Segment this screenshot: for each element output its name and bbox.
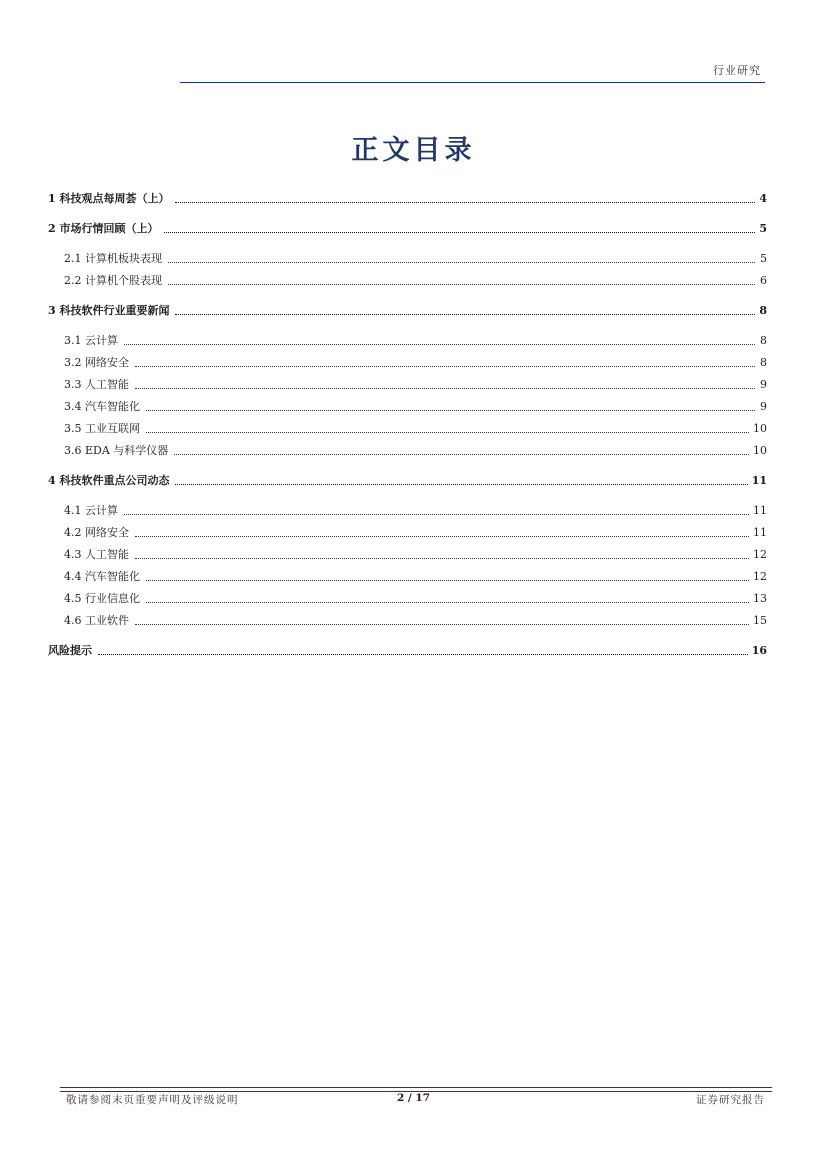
toc-leader-dots [135,388,755,389]
toc-entry[interactable] [48,592,767,606]
toc-entry-label: 4.2 网络安全 [64,526,129,539]
toc-entry-page: 8 [760,356,767,369]
footer-rule-thick [60,1087,772,1088]
toc-entry[interactable] [48,614,767,628]
toc-leader-dots [164,232,755,233]
toc-entry[interactable] [48,356,767,370]
toc-entry-page: 15 [753,614,767,627]
toc-entry-page: 8 [760,334,767,347]
toc-entry[interactable] [48,548,767,562]
toc-leader-dots [146,410,755,411]
toc-entry[interactable] [48,252,767,266]
toc-leader-dots [135,558,749,559]
toc-entry-page: 10 [753,422,767,435]
toc-leader-dots [175,314,755,315]
header-tag: 行业研究 [713,64,761,77]
toc-entry-page: 16 [751,644,767,657]
toc-leader-dots [146,432,749,433]
toc-entry-page: 9 [760,400,767,413]
toc-entry-label: 4.6 工业软件 [64,614,129,627]
toc-entry-label: 4 科技软件重点公司动态 [48,474,170,487]
toc-entry[interactable] [48,304,767,318]
toc-entry[interactable] [48,474,767,488]
toc-leader-dots [124,514,749,515]
toc-entry-label: 3.4 汽车智能化 [64,400,140,413]
toc-entry-label: 3 科技软件行业重要新闻 [48,304,170,317]
toc-entry-page: 11 [753,526,767,539]
toc-entry[interactable] [48,222,767,236]
toc-leader-dots [98,654,748,655]
toc-leader-dots [175,484,747,485]
toc-entry-page: 11 [753,504,767,517]
toc-entry-label: 3.2 网络安全 [64,356,129,369]
toc-entry-label: 3.1 云计算 [64,334,118,347]
toc-entry-page: 13 [753,592,767,605]
toc-entry-label: 3.6 EDA 与科学仪器 [64,444,169,457]
toc-leader-dots [174,454,749,455]
toc-leader-dots [135,624,749,625]
toc-leader-dots [168,284,755,285]
toc-entry-label: 风险提示 [48,644,92,657]
toc-entry-page: 8 [759,304,767,317]
toc-entry-label: 1 科技观点每周荟（上） [48,192,170,205]
toc-entry[interactable] [48,422,767,436]
toc-entry[interactable] [48,444,767,458]
toc-entry-label: 4.4 汽车智能化 [64,570,140,583]
toc-entry[interactable] [48,526,767,540]
toc-entry[interactable] [48,400,767,414]
toc-entry-label: 2.2 计算机个股表现 [64,274,162,287]
toc-entry-label: 4.5 行业信息化 [64,592,140,605]
toc-leader-dots [124,344,755,345]
header-rule [180,82,765,83]
toc-entry[interactable] [48,504,767,518]
toc-leader-dots [168,262,755,263]
toc-leader-dots [135,366,755,367]
toc-entry-page: 5 [760,252,767,265]
toc-entry-page: 12 [753,548,767,561]
toc-entry-label: 4.1 云计算 [64,504,118,517]
footer-disclaimer: 敬请参阅末页重要声明及评级说明 [66,1094,239,1106]
toc-leader-dots [146,580,749,581]
toc-entry-label: 2 市场行情回顾（上） [48,222,159,235]
toc-entry-label: 4.3 人工智能 [64,548,129,561]
toc-entry-page: 11 [751,474,767,487]
toc-entry-label: 3.5 工业互联网 [64,422,140,435]
toc-entry-label: 3.3 人工智能 [64,378,129,391]
toc-entry-page: 4 [759,192,767,205]
toc-entry-page: 10 [753,444,767,457]
toc-entry-page: 6 [760,274,767,287]
toc-leader-dots [146,602,749,603]
toc-entry[interactable] [48,274,767,288]
toc-entry[interactable] [48,644,767,658]
toc-entry[interactable] [48,192,767,206]
toc-entry[interactable] [48,378,767,392]
toc-entry-page: 5 [759,222,767,235]
toc-entry[interactable] [48,334,767,348]
page-number: 2 / 17 [396,1092,431,1104]
toc-entry[interactable] [48,570,767,584]
toc-entry-page: 12 [753,570,767,583]
page-title: 正文目录 [351,135,476,166]
toc-leader-dots [135,536,749,537]
report-type: 证券研究报告 [696,1094,765,1106]
toc-entry-page: 9 [760,378,767,391]
toc-entry-label: 2.1 计算机板块表现 [64,252,162,265]
toc-leader-dots [175,202,755,203]
